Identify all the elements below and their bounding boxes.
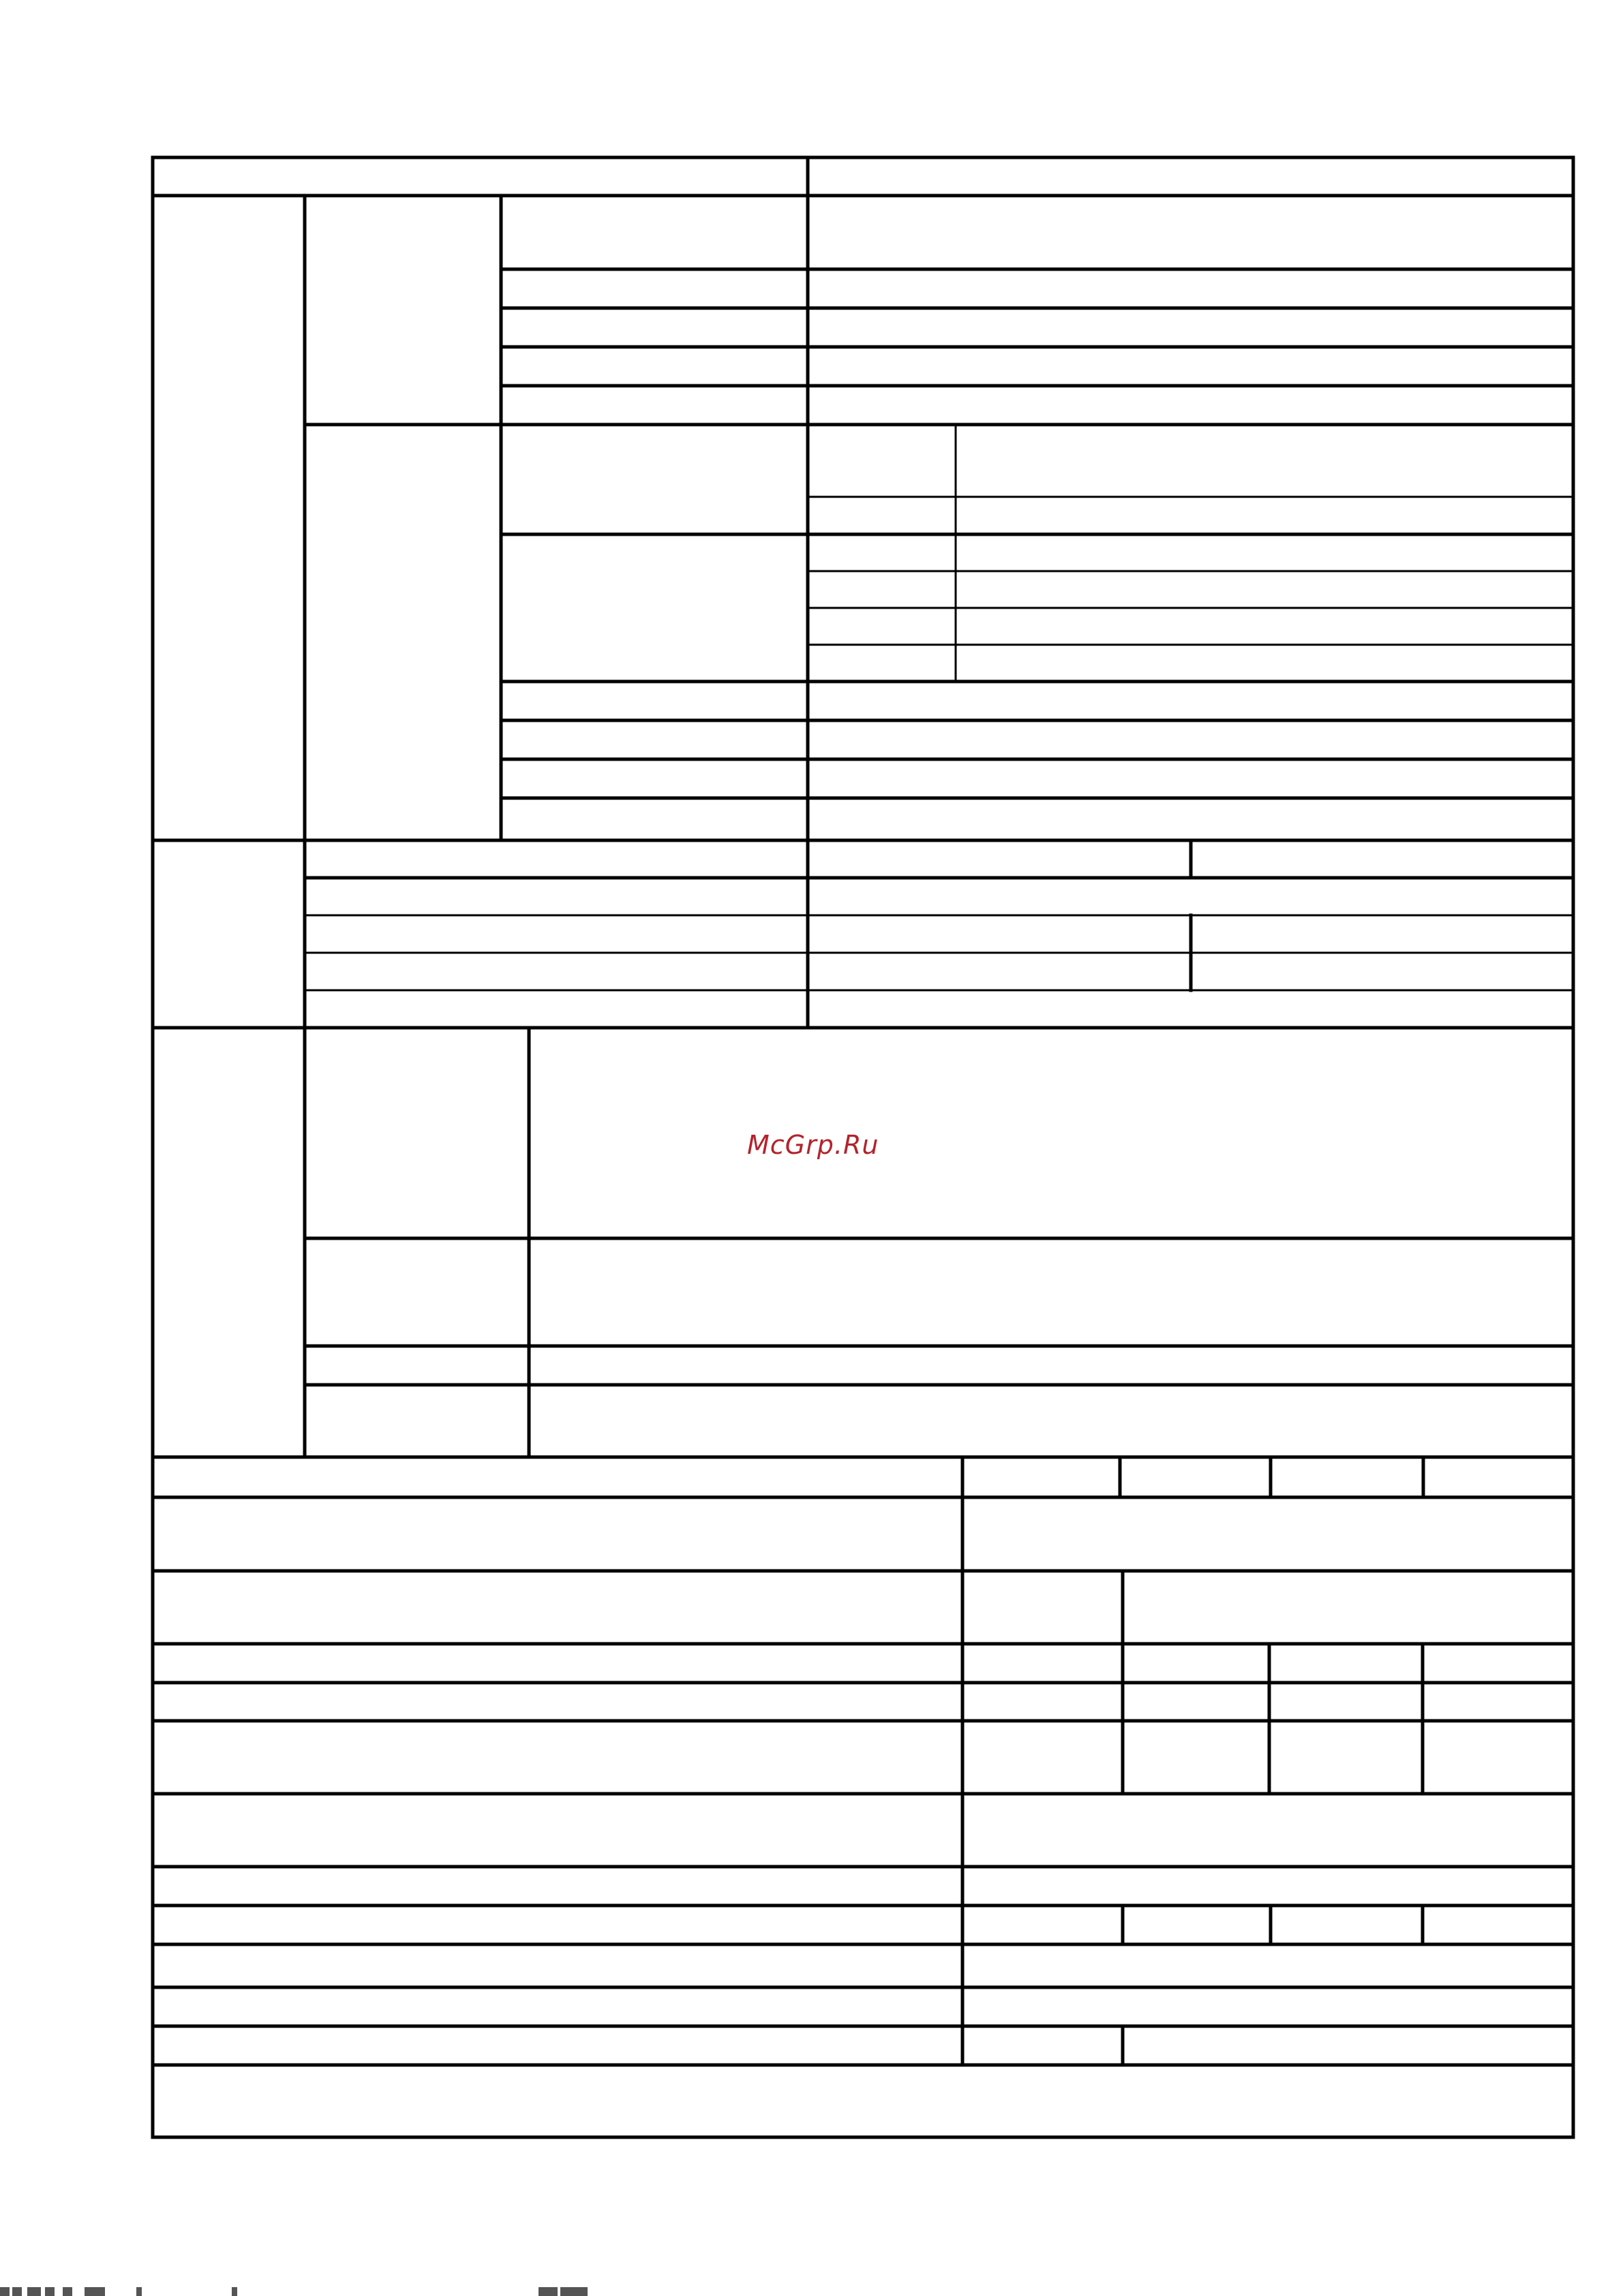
watermark-text: McGrp.Ru	[747, 1130, 879, 1160]
footer-text-fragment	[0, 2284, 613, 2296]
